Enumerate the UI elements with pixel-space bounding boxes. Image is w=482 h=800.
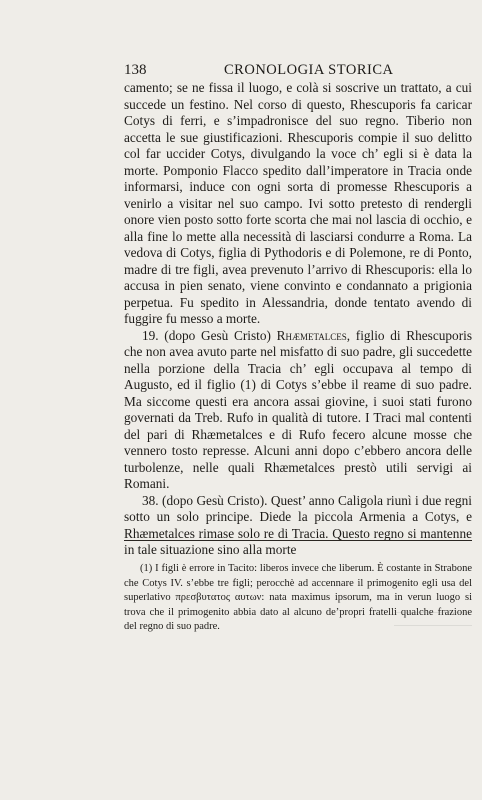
paragraph-year-38: 38. (dopo Gesù Cristo). Quest’ anno Caligola riunì i due regni sotto un solo principe. Diede la piccola Armenia a Cotys, e Rhæmetalces rimase solo re di Tracia. Questo regno si mantenne in tale situazione sino alla morte <box>124 492 472 557</box>
paragraph-year-19 <box>124 328 472 493</box>
main-text <box>124 80 472 559</box>
entry-text: , figlio di Rhescuporis che non avea avuto parte nel misfatto di suo padre, gli succedette nella porzione della Tracia ch’ egli occupava al tempo di Augusto, ed il figlio (1) di Cotys s’ebbe il reame di suo padre. Ma siccome questi era ancora assai giovine, i suoi stati furono governati da Treb. Rufo in qualità di tutore. I Traci mal contenti del pari di Rhæmetalces e di Rufo fecero alcune mosse che vennero tosto represse. Alcuni anni dopo c’ebbero ancora delle turbolenze, nelle quali Rhæmetalces prestò utili servigi ai Romani. <box>124 327 472 491</box>
page-header <box>124 62 472 82</box>
paragraph-continuation: camento; se ne fissa il luogo, e colà si soscrive un trattato, a cui succede un festino. Nel corso di questo, Rhescuporis fa caricar Cotys di ferri, e s’impadronisce del suo regno. Tiberio non accetta le sue giustificazioni. Rhescuporis compie il suo delitto col far uccider Cotys, divulgando la voce ch’ egli si è data la morte. Pomponio Flacco spedito dall’imperatore in Tracia onde informarsi, induce con ogni sorta di promesse Rhescuporis a venirlo a visitar nel suo campo. Ivi sotto pretesto di rendergli onore vien posto sotto forte scorta che mai nol lascia di occhio, e alla fine lo mette alla necessità di lasciarsi condurre a Roma. La vedova di Cotys, figlia di Pythodoris e di Polemone, re di Ponto, madre di tre figli, avea prevenuto l’arrivo di Rhescuporis: ella lo accusa in pien senato, viene convinto e condannato a prigionia perpetua. Fu spedito in Alessandria, donde tentato avendo di fuggire fu messo a morte. <box>124 80 472 326</box>
running-title: CRONOLOGIA STORICA <box>224 62 394 78</box>
entry-lead: 19. (dopo Gesù Cristo) <box>142 327 277 343</box>
page-number: 138 <box>124 62 147 78</box>
entry-name: Rhæmetalces <box>276 327 347 343</box>
footnote: (1) I figli è errore in Tacito: liberos invece che liberum. È costante in Strabone che Cotys IV. s’ebbe tre figli; perocchè ad accennare il primogenito egli usa del superlativo πρεσβυτατος αυτων: nata maximus ipsorum, ma in verun luogo si trova che il primogenito abbia dato al alcuno de’propri fratelli qualche frazione del regno di suo padre. <box>124 563 472 632</box>
footnote-rule <box>124 540 472 541</box>
